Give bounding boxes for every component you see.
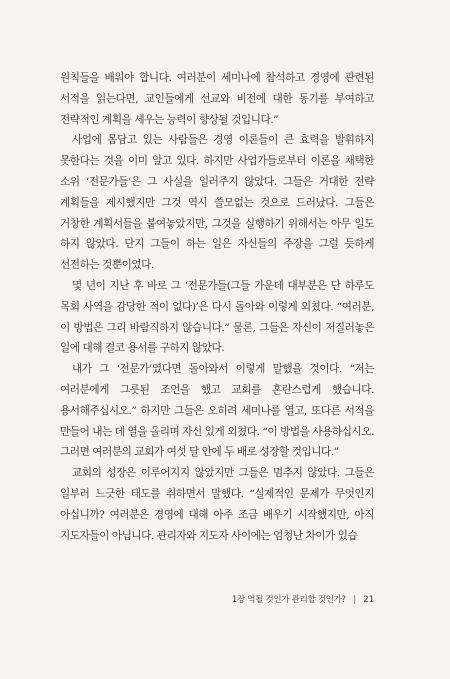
- paragraph-5: 교회의 성장은 이루어지지 않았지만 그들은 멈추지 않았다. 그들은 일부러 느긋한 태도를 취하면서 말했다. “실제적인 문제가 무엇인지 아십니까? 여러분은 경영에 대해 아주 조금 배우기 시작했지만, 아직 지도자들이 아닙니다. 관리자와 지도자 사이에는 엄청난 차이가 있습: [60, 467, 374, 542]
- body-text: [60, 68, 374, 546]
- paragraph-2: 사업에 몸담고 있는 사람들은 경영 이론들이 큰 효력을 발휘하지 못한다는 것을 이미 알고 있다. 하지만 사업가들로부터 이론을 채택한 소위 ‘전문가들’은 그 사실을 일러주지 않았다. 그들은 거대한 전략 계획들을 제시했지만 그것 역시 쓸모없는 것으로 드러났다. 그들은 거창한 계획서들을 붙여놓았지만, 그것을 실행하기 위해서는 아무 일도 하지 않았다. 단지 그들이 하는 일은 자신들의 주장을 그럴 듯하게 선전하는 것뿐이었다.: [60, 134, 374, 272]
- page-footer: [0, 593, 374, 605]
- page-number: 21: [363, 595, 374, 605]
- paragraph-3: 몇 년이 지난 후 바로 그 ‘전문가들(그들 가운데 대부분은 단 하루도 목회 사역을 감당한 적이 없다)’은 다시 돌아와 이렇게 외쳤다. “여러분, 이 방법은 그리 바람직하지 않습니다.” 물론, 그들은 자신이 저질러놓은 일에 대해 결코 용서를 구하지 않았다.: [60, 279, 374, 355]
- footer-separator: |: [353, 595, 356, 605]
- paragraph-4: 내가 그 ‘전문가’였다면 돌아와서 이렇게 말했을 것이다. “저는 여러분에게 그릇된 조언을 했고 교회를 혼란스럽게 했습니다. 용서해주십시오.” 하지만 그들은 오히려 세미나를 열고, 또다른 서적을 만들어 내는 데 열을 올리며 자신 있게 외쳤다. “이 방법을 사용하십시오. 그러면 여러분의 교회가 여섯 달 안에 두 배로 성장할 것입니다.”: [60, 363, 374, 459]
- running-header-chapter: 1장 억될 것인가 관리할 것인가?: [231, 595, 346, 605]
- paragraph-1: 원칙들을 배워야 합니다. 여러분이 세미나에 참석하고 경영에 관련된 서적을 읽는다면, 교인들에게 선교와 비전에 대한 동기를 부여하고 전략적인 계획을 세우는 능력이 향상될 것입니다.”: [60, 72, 374, 126]
